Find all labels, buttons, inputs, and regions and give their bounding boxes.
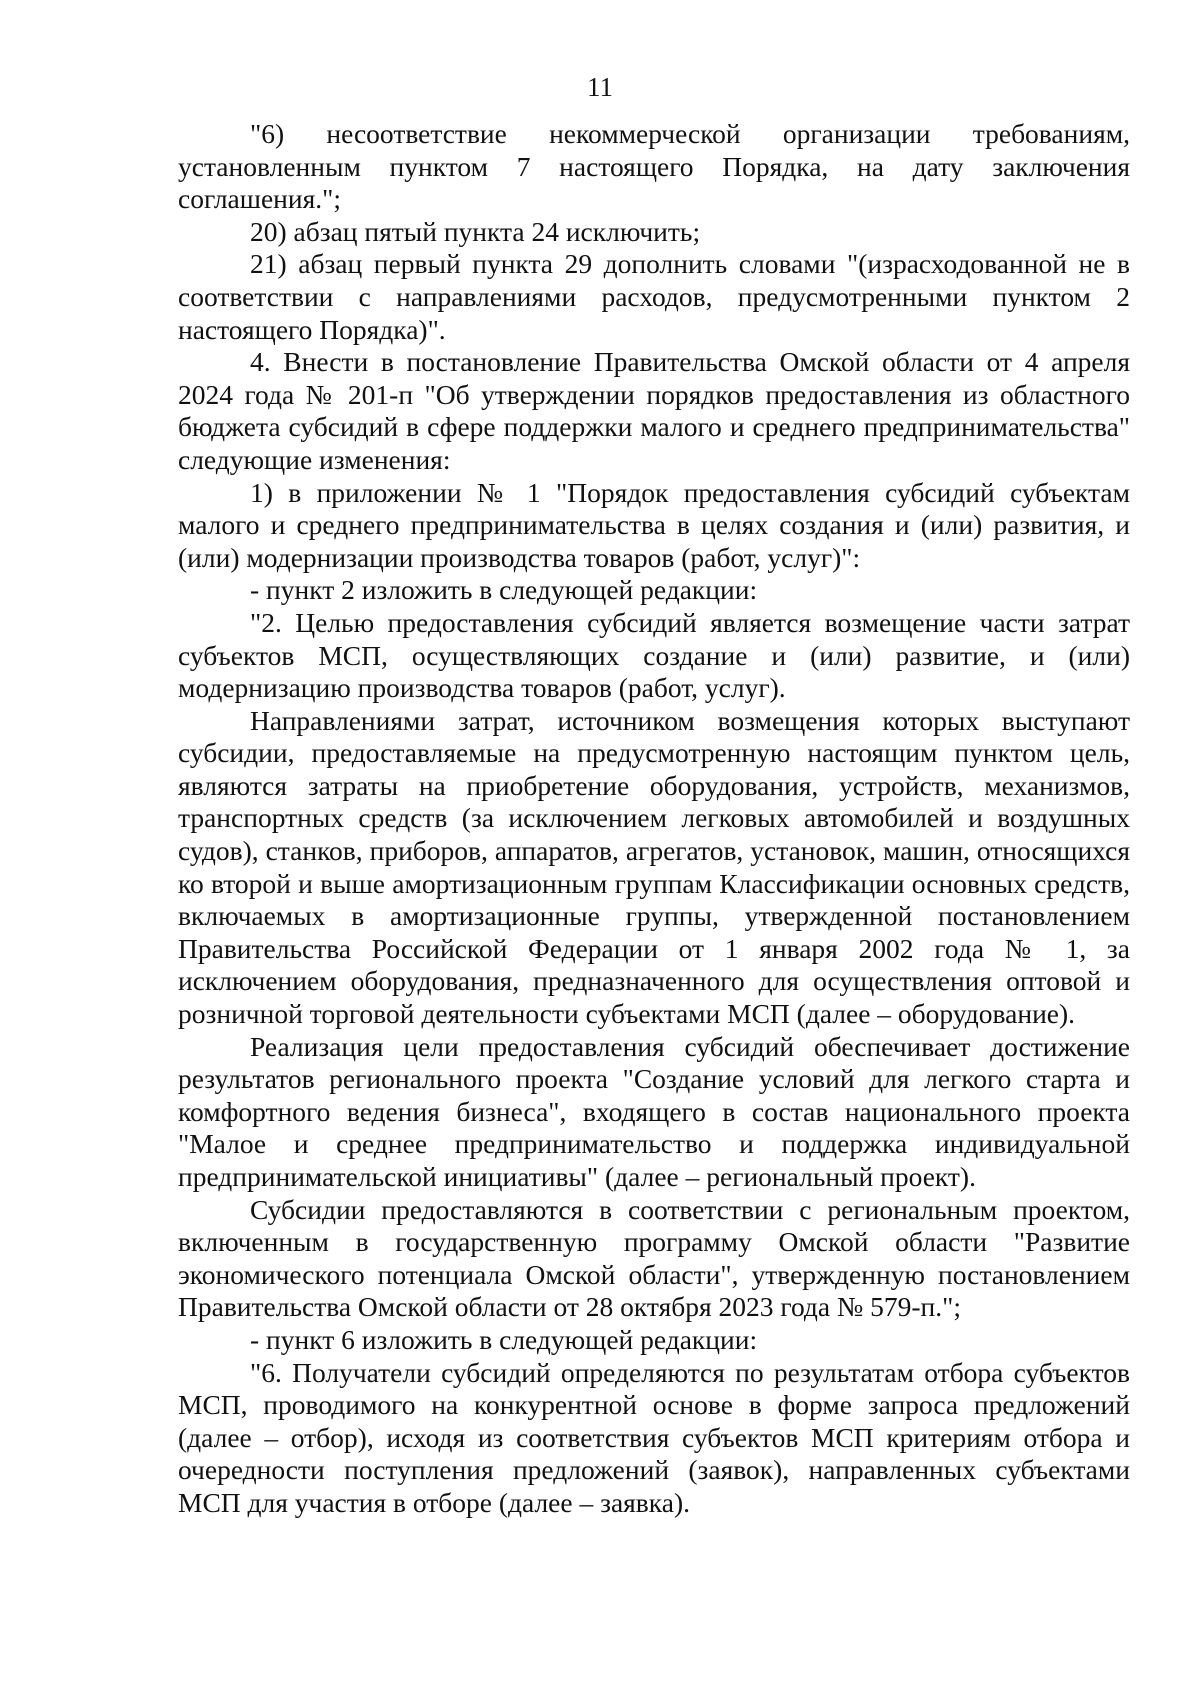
- paragraph-cost-directions: Направлениями затрат, источником возмещения которых выступают субсидии, предоставляемые на предусмотренную настоящим пунктом цель, являются затраты на приобретение оборудования, устройств, механизмов, транспортных средств (за исключением легковых автомобилей и воздушных судов), станков, приборов, аппаратов, агрегатов, установок, машин, относящихся ко второй и выше амортизационным группам Классификации основных средств, включаемых в амортизационные группы, утвержденной постановлением Правительства Российской Федерации от 1 января 2002 года № 1, за исключением оборудования, предназначенного для осуществления оптовой и розничной торговой деятельности субъектами МСП (далее – оборудование).: [178, 704, 1130, 1030]
- paragraph-point-2-goal: "2. Целью предоставления субсидий является возмещение части затрат субъектов МСП, осуществляющих создание и (или) развитие, и (или) модернизацию производства товаров (работ, услуг).: [178, 606, 1130, 704]
- paragraph-item-21: 21) абзац первый пункта 29 дополнить словами "(израсходованной не в соответствии с направлениями расходов, предусмотренными пунктом 2 настоящего Порядка)".: [178, 248, 1130, 345]
- paragraph-item-6-requirements: "6) несоответствие некоммерческой организации требованиям, установленным пунктом 7 настоящего Порядка, на дату заключения соглашения.";: [178, 118, 1130, 215]
- paragraph-appendix-1: 1) в приложении № 1 "Порядок предоставления субсидий субъектам малого и среднего предпринимательства в целях создания и (или) развития, и (или) модернизации производства товаров (работ, услуг)":: [178, 476, 1130, 573]
- paragraph-goal-implementation: Реализация цели предоставления субсидий обеспечивает достижение результатов регионального проекта "Создание условий для легкого старта и комфортного ведения бизнеса", входящего в состав национального проекта "Малое и среднее предпринимательство и поддержка индивидуальной предпринимательской инициативы" (далее – региональный проект).: [178, 1030, 1130, 1192]
- page-number: 11: [587, 72, 613, 102]
- document-body: [178, 118, 1130, 1520]
- paragraph-section-4: 4. Внести в постановление Правительства Омской области от 4 апреля 2024 года № 201-п "Об утверждении порядков предоставления из областного бюджета субсидий в сфере поддержки малого и среднего предпринимательства" следующие изменения:: [178, 346, 1130, 475]
- paragraph-point-6-heading: - пункт 6 изложить в следующей редакции:: [250, 1323, 758, 1355]
- paragraph-subsidy-program: Субсидии предоставляются в соответствии с региональным проектом, включенным в государственную программу Омской области "Развитие экономического потенциала Омской области", утвержденную постановлением Правительства Омской области от 28 октября 2023 года № 579-п.";: [178, 1193, 1130, 1323]
- paragraph-item-20: 20) абзац пятый пункта 24 исключить;: [250, 215, 701, 247]
- paragraph-point-6-recipients: "6. Получатели субсидий определяются по результатам отбора субъектов МСП, проводимого на конкурентной основе в форме запроса предложений (далее – отбор), исходя из соответствия субъектов МСП критериям отбора и очередности поступления предложений (заявок), направленных субъектами МСП для участия в отборе (далее – заявка).: [178, 1356, 1130, 1518]
- paragraph-point-2-heading: - пункт 2 изложить в следующей редакции:: [250, 574, 758, 606]
